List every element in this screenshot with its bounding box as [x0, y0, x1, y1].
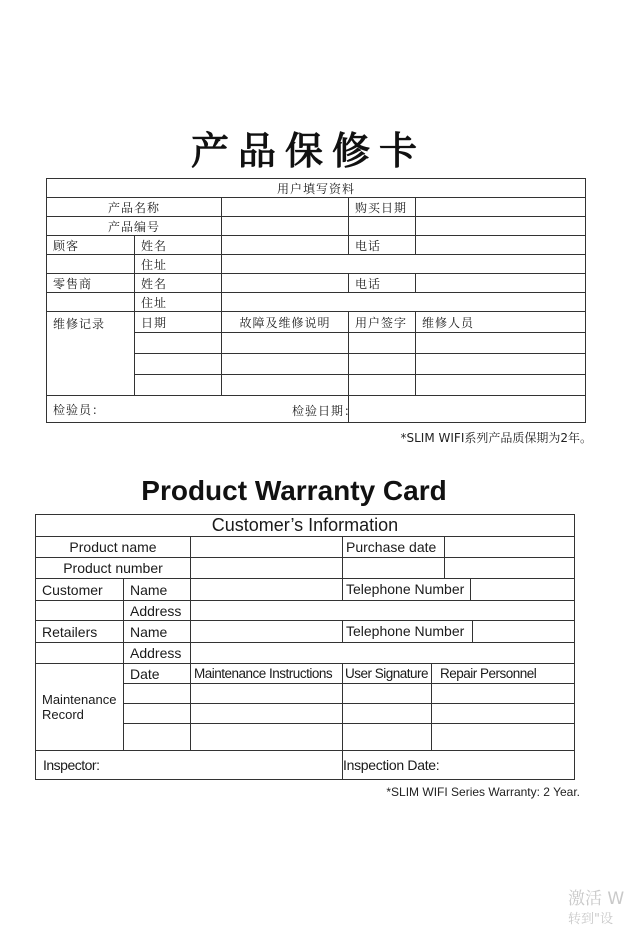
cn-record-cell	[416, 333, 586, 354]
en-record-cell	[432, 684, 575, 704]
en-product-name-value	[191, 537, 343, 558]
en-user-signature-header: User Signature	[343, 664, 432, 684]
en-record-cell	[343, 724, 432, 751]
en-retailer-phone-label: Telephone Number	[343, 621, 473, 642]
en-record-cell	[343, 684, 432, 704]
en-customer-phone-cell	[343, 579, 575, 601]
cn-empty-cell	[47, 255, 135, 274]
activation-watermark-line2: 转到"设	[568, 912, 613, 927]
en-empty-cell	[36, 601, 124, 621]
cn-purchase-date-value	[416, 198, 586, 217]
en-record-cell	[124, 724, 191, 751]
en-record-cell	[191, 724, 343, 751]
en-retailer-address-label: Address	[124, 643, 191, 664]
en-empty-cell	[445, 558, 574, 578]
cn-product-name-label: 产品名称	[47, 198, 222, 217]
en-customer-phone-value	[471, 579, 574, 600]
en-empty-cell	[36, 643, 124, 664]
en-card-title: Product Warranty Card	[141, 475, 447, 506]
cn-customer-phone-label: 电话	[349, 236, 416, 255]
en-customer-name-label: Name	[124, 579, 191, 601]
activation-watermark-line1: 激活 W	[568, 889, 624, 909]
en-record-cell	[343, 704, 432, 724]
cn-inspection-date-label: 检验日期：	[292, 404, 358, 418]
cn-section-header: 用户填写资料	[47, 179, 586, 198]
en-section-header: Customer’s Information	[36, 515, 575, 537]
cn-record-cell	[135, 354, 222, 375]
cn-customer-address-label: 住址	[135, 255, 222, 274]
en-record-cell	[191, 684, 343, 704]
cn-repair-record-label: 维修记录	[47, 312, 135, 396]
en-record-cell	[124, 684, 191, 704]
cn-product-number-value	[222, 217, 349, 236]
cn-purchase-date-label: 购买日期	[349, 198, 416, 217]
cn-product-number-label: 产品编号	[47, 217, 222, 236]
en-customer-name-value	[191, 579, 343, 601]
cn-record-cell	[416, 375, 586, 396]
en-product-number-label: Product number	[36, 558, 191, 579]
en-retailers-label: Retailers	[36, 621, 124, 643]
en-inspector-label: Inspector:	[36, 751, 343, 780]
en-date-header: Date	[124, 664, 191, 684]
cn-customer-phone-value	[416, 236, 586, 255]
cn-fault-desc-header: 故障及维修说明	[222, 312, 349, 333]
en-maintenance-instructions-header: Maintenance Instructions	[191, 664, 343, 684]
en-retailer-phone-value	[473, 621, 574, 642]
cn-record-cell	[349, 333, 416, 354]
en-warranty-table	[35, 514, 575, 780]
en-retailer-phone-cell	[343, 621, 575, 643]
cn-record-cell	[135, 375, 222, 396]
en-record-cell	[191, 704, 343, 724]
cn-customer-name-label: 姓名	[135, 236, 222, 255]
cn-retailer-address-label: 住址	[135, 293, 222, 312]
en-retailer-name-value	[191, 621, 343, 643]
en-record-cell	[432, 724, 575, 751]
en-customer-label: Customer	[36, 579, 124, 601]
cn-empty-cell	[349, 217, 416, 236]
cn-repair-person-header: 维修人员	[416, 312, 586, 333]
cn-retailer-phone-value	[416, 274, 586, 293]
cn-record-cell	[416, 354, 586, 375]
cn-inspection-cell	[292, 396, 586, 423]
en-purchase-date-value	[445, 537, 574, 557]
cn-retailer-label: 零售商	[47, 274, 135, 293]
en-warranty-note: *SLIM WIFI Series Warranty: 2 Year.	[386, 785, 580, 799]
cn-record-cell	[222, 375, 349, 396]
cn-inspector-label: 检验员：	[47, 396, 349, 423]
en-customer-address-label: Address	[124, 601, 191, 621]
en-empty-cell	[343, 558, 445, 578]
cn-record-cell	[349, 354, 416, 375]
en-repair-personnel-header: Repair Personnel	[432, 664, 575, 684]
cn-retailer-phone-label: 电话	[349, 274, 416, 293]
cn-record-cell	[135, 333, 222, 354]
en-product-number-value	[191, 558, 343, 579]
cn-retailer-address-value	[222, 293, 586, 312]
en-customer-address-value	[191, 601, 575, 621]
en-record-cell	[124, 704, 191, 724]
cn-product-name-value	[222, 198, 349, 217]
cn-card-title: 产品保修卡	[190, 129, 426, 173]
en-purchase-date-cell	[343, 537, 575, 558]
cn-empty-cell	[47, 293, 135, 312]
en-product-name-label: Product name	[36, 537, 191, 558]
en-retailer-name-label: Name	[124, 621, 191, 643]
cn-warranty-table	[46, 178, 586, 423]
cn-date-header: 日期	[135, 312, 222, 333]
cn-customer-address-value	[222, 255, 586, 274]
en-customer-phone-label: Telephone Number	[343, 579, 471, 600]
cn-retailer-name-value	[222, 274, 349, 293]
en-purchase-date-label: Purchase date	[343, 537, 445, 557]
cn-user-signature-header: 用户签字	[349, 312, 416, 333]
cn-record-cell	[222, 333, 349, 354]
cn-retailer-name-label: 姓名	[135, 274, 222, 293]
cn-record-cell	[349, 375, 416, 396]
cn-warranty-note: *SLIM WIFI系列产品质保期为2年。	[400, 431, 592, 445]
en-record-cell	[432, 704, 575, 724]
en-retailer-address-value	[191, 643, 575, 664]
cn-customer-label: 顾客	[47, 236, 135, 255]
cn-empty-cell	[416, 217, 586, 236]
en-maintenance-record-label: Maintenance Record	[36, 664, 124, 751]
en-inspection-date-label: Inspection Date:	[343, 751, 575, 780]
cn-record-cell	[222, 354, 349, 375]
cn-customer-name-value	[222, 236, 349, 255]
en-empty-cell	[343, 558, 575, 579]
